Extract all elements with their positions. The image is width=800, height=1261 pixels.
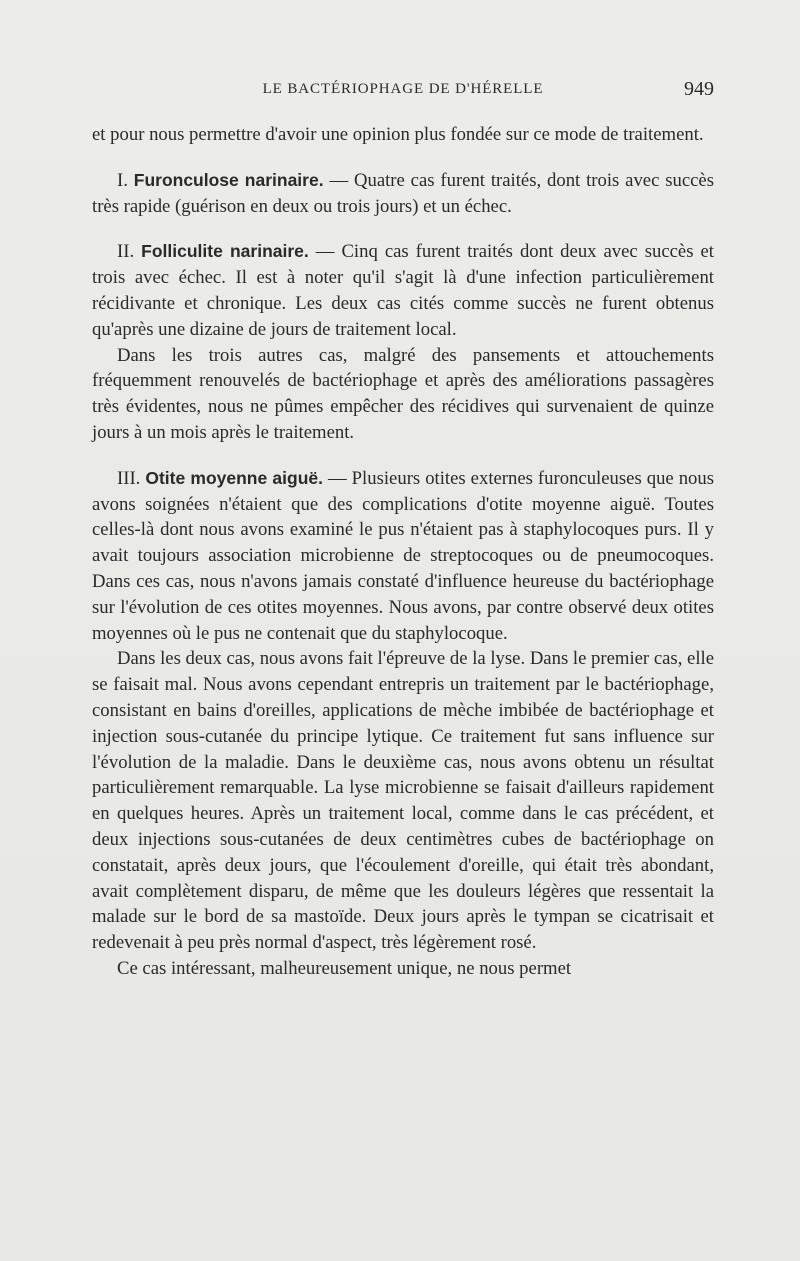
- page-header: [92, 78, 714, 106]
- body-text: [92, 122, 714, 982]
- section-furonculose: [92, 168, 714, 220]
- section-text: — Plusieurs otites externes furonculeuses que nous avons soignées n'étaient que des complications d'otite moyenne aiguë. Toutes celles-là dont nous avons examiné le pus n'étaient pas à staphylocoques purs. Il y avait toujours association microbienne de streptocoques ou de pneumocoques. Dans ces cas, nous n'avons jamais constaté d'influence heureuse du bactériophage sur l'évolution de ces otites moyennes. Nous avons, par contre observé deux otites moyennes où le pus ne contenait que du staphylocoque.: [92, 467, 715, 644]
- section-title: Furonculose narinaire.: [133, 169, 324, 190]
- section-title: Otite moyenne aiguë.: [145, 467, 323, 488]
- paragraph-otite-cases: Dans les deux cas, nous avons fait l'épreuve de la lyse. Dans le premier cas, elle se faisait mal. Nous avons cependant entrepris un traitement par le bactériophage, consistant en bains d'oreilles, applications de mèche imbibée de bactériophage et injection sous-cutanée du principe lytique. Ce traitement fut sans influence sur l'évolution de la maladie. Dans le deuxième cas, nous avons obtenu un résultat particulièrement remarquable. La lyse microbienne se faisait d'ailleurs rapidement en quelques heures. Après un traitement local, comme dans le cas précédent, et deux injections sous-cutanées de deux centimètres cubes de bactériophage on constatait, après deux jours, que l'écoulement d'oreille, qui était très abondant, avait complètement disparu, de même que les douleurs légères que ressentait la malade sur le bord de sa mastoïde. Deux jours après le tympan se cicatrisait et redevenait à peu près normal d'aspect, très légèrement rosé.: [92, 648, 715, 954]
- paragraph-otite-conclusion: Ce cas intéressant, malheureusement unique, ne nous permet: [117, 957, 572, 979]
- page-number: 949: [684, 78, 714, 100]
- section-number: II.: [117, 241, 142, 263]
- section-number: I.: [117, 169, 134, 191]
- section-title: Folliculite narinaire.: [141, 241, 309, 262]
- section-number: III.: [117, 467, 146, 489]
- paragraph-continuation: et pour nous permettre d'avoir une opinion plus fondée sur ce mode de traitement.: [92, 124, 704, 145]
- paragraph-folliculite-details: Dans les trois autres cas, malgré des pansements et attouchements fréquemment renouvelés de bactériophage et après des améliorations passagères très évidentes, nous ne pûmes empêcher des récidives qui survenaient de quinze jours à un mois après le traitement.: [92, 344, 714, 443]
- section-folliculite: [92, 239, 714, 342]
- section-text: — Cinq cas furent traités dont deux avec succès et trois avec échec. Il est à noter qu'il s'agit là d'une infection particulièrement récidivante et chronique. Les deux cas cités comme succès ne furent obtenus qu'après une dizaine de jours de traitement local.: [92, 241, 714, 340]
- section-text: — Quatre cas furent traités, dont trois avec succès très rapide (guérison en deux ou trois jours) et un échec.: [92, 169, 715, 217]
- section-otite: [92, 466, 714, 647]
- running-title: LE BACTÉRIOPHAGE DE D'HÉRELLE: [262, 81, 544, 97]
